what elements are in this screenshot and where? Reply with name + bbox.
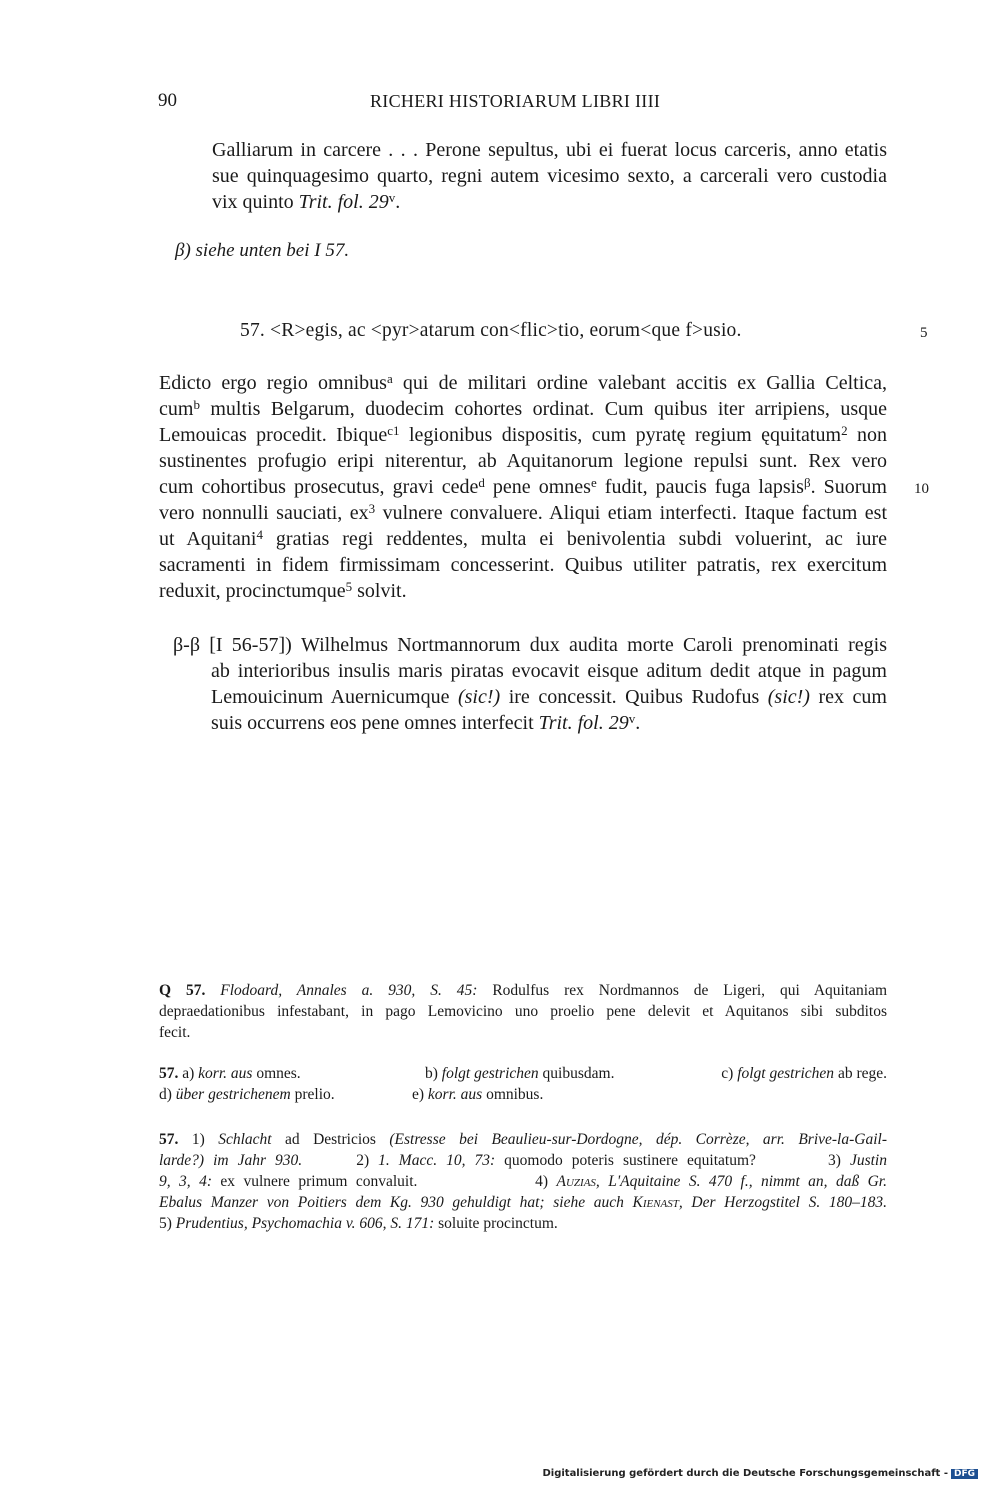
text-line: suis occurrens eos pene omnes interfecit Trit. fol. 29$^v$. bbox=[211, 711, 641, 734]
footnote-line: 9, 3, 4: ex vulnere primum convaluit. 4) Auzias, L'Aquitaine S. 470 f., nimmt an, daß Gr. bbox=[159, 1173, 887, 1190]
quote-source: Trit. fol. 29 bbox=[298, 191, 389, 213]
digitization-footer: Digitalisierung gefördert durch die Deutsche Forschungsgemeinschaft - DFG bbox=[542, 1468, 978, 1479]
footnote-line: larde?) im Jahr 930. 2) 1. Macc. 10, 73: quomodo poteris sustinere equitatum? 3) Justin bbox=[159, 1152, 887, 1169]
quote-line: sue quinquagesimo quarto, regni autem vicesimo sexto, a carcerali vero custodia bbox=[212, 165, 887, 187]
text-line: ut Aquitani$^4$ gratias regi reddentes, multa ei benivolentia subdi voluerint, ac iure bbox=[159, 527, 887, 550]
footnote-57-apparatus bbox=[159, 1063, 887, 1105]
text-line: Edicto ergo regio omnibus$^a$ qui de militari ordine valebant accitis ex Gallia Celtica, bbox=[159, 371, 887, 394]
running-title: RICHERI HISTORIARUM LIBRI IIII bbox=[370, 91, 661, 111]
footnote-57-commentary bbox=[159, 1129, 887, 1234]
footnote-line: depraedationibus infestabant, in pago Lemovicino uno proelio pene delevit et Aquitanos sibi subditos bbox=[159, 1003, 887, 1020]
chapter-heading: 57. <R>egis, ac <pyr>atarum con<flic>tio, eorum<que f>usio. bbox=[240, 320, 742, 341]
dfg-logo: DFG bbox=[951, 1469, 978, 1479]
text-line: cum$^b$ multis Belgarum, duodecim cohortes ordinat. Cum quibus iter arripiens, usque bbox=[159, 397, 887, 420]
text-line: vero nonnulli sauciati, $ex^3$ vulnere convaluere. Aliqui etiam interfecti. Itaque factum est bbox=[159, 501, 887, 524]
quote-line: Galliarum in carcere . . . Perone sepultus, ubi ei fuerat locus carceris, anno etatis bbox=[212, 139, 887, 161]
text-line: cum cohortibus prosecutus, gravi cede$^d$ pene omnes$^e$ fudit, paucis fuga lapsis$^\beta$. Suorum bbox=[159, 475, 887, 498]
line-number-10: 10 bbox=[914, 481, 929, 497]
footnote-line: Ebalus Manzer von Poitiers dem Kg. 930 gehuldigt hat; siehe auch Kienast, Der Herzogstitel S. 180–183. bbox=[159, 1194, 887, 1211]
text-line: reduxit, procinctumque$^5$ solvit. bbox=[159, 579, 407, 602]
beta-beta-variant bbox=[173, 632, 887, 736]
quote-line: vix quinto Trit. fol. 29$^v$. bbox=[212, 190, 401, 213]
main-text bbox=[159, 370, 887, 604]
beta-note: β) siehe unten bei I 57. bbox=[175, 240, 350, 261]
footnote-line: 5) Prudentius, Psychomachia v. 606, S. 171: soluite procinctum. bbox=[159, 1215, 558, 1232]
text-line: ab interioribus insulis maris piratas evocavit eisque aditum dedit atque in pagum bbox=[211, 660, 887, 682]
footnote-line: Q 57. Flodoard, Annales a. 930, S. 45: Rodulfus rex Nordmannos de Ligeri, qui Aquitaniam bbox=[159, 982, 888, 999]
text-line: sustinentes profugio eripi niterentur, ab Aquitanorum legione repulsi sunt. Rex vero bbox=[159, 450, 887, 472]
page-number: 90 bbox=[158, 90, 177, 111]
footnote-line: 57. a) korr. aus omnes. b) folgt gestrichen quibusdam. c) folgt gestrichen ab rege. bbox=[159, 1065, 887, 1082]
text-line: Lemouicinum Auernicumque (sic!) ire concessit. Quibus Rudofus (sic!) rex cum bbox=[211, 686, 887, 708]
text-line: β-β [I 56-57]) Wilhelmus Nortmannorum dux audita morte Caroli prenominati regis bbox=[173, 634, 887, 656]
footnote-q57 bbox=[159, 980, 887, 1043]
text-line: Lemouicas procedit. Ibique$^{c1}$ legionibus dispositis, cum pyratę regium ęquitatum$^2$ non bbox=[159, 423, 887, 446]
text-line: sacramenti in fidem firmissimam concesserint. Quibus utiliter patratis, rex exercitum bbox=[159, 554, 887, 576]
line-number-5: 5 bbox=[920, 325, 928, 341]
footnote-line: 57. 1) Schlacht ad Destricios (Estresse bei Beaulieu-sur-Dordogne, dép. Corrèze, arr. Brive-la-Gail- bbox=[159, 1131, 887, 1148]
source-quote bbox=[212, 137, 887, 215]
footnote-line: d) über gestrichenem prelio. e) korr. aus omnibus. bbox=[159, 1086, 544, 1103]
footnote-line: fecit. bbox=[159, 1024, 191, 1041]
